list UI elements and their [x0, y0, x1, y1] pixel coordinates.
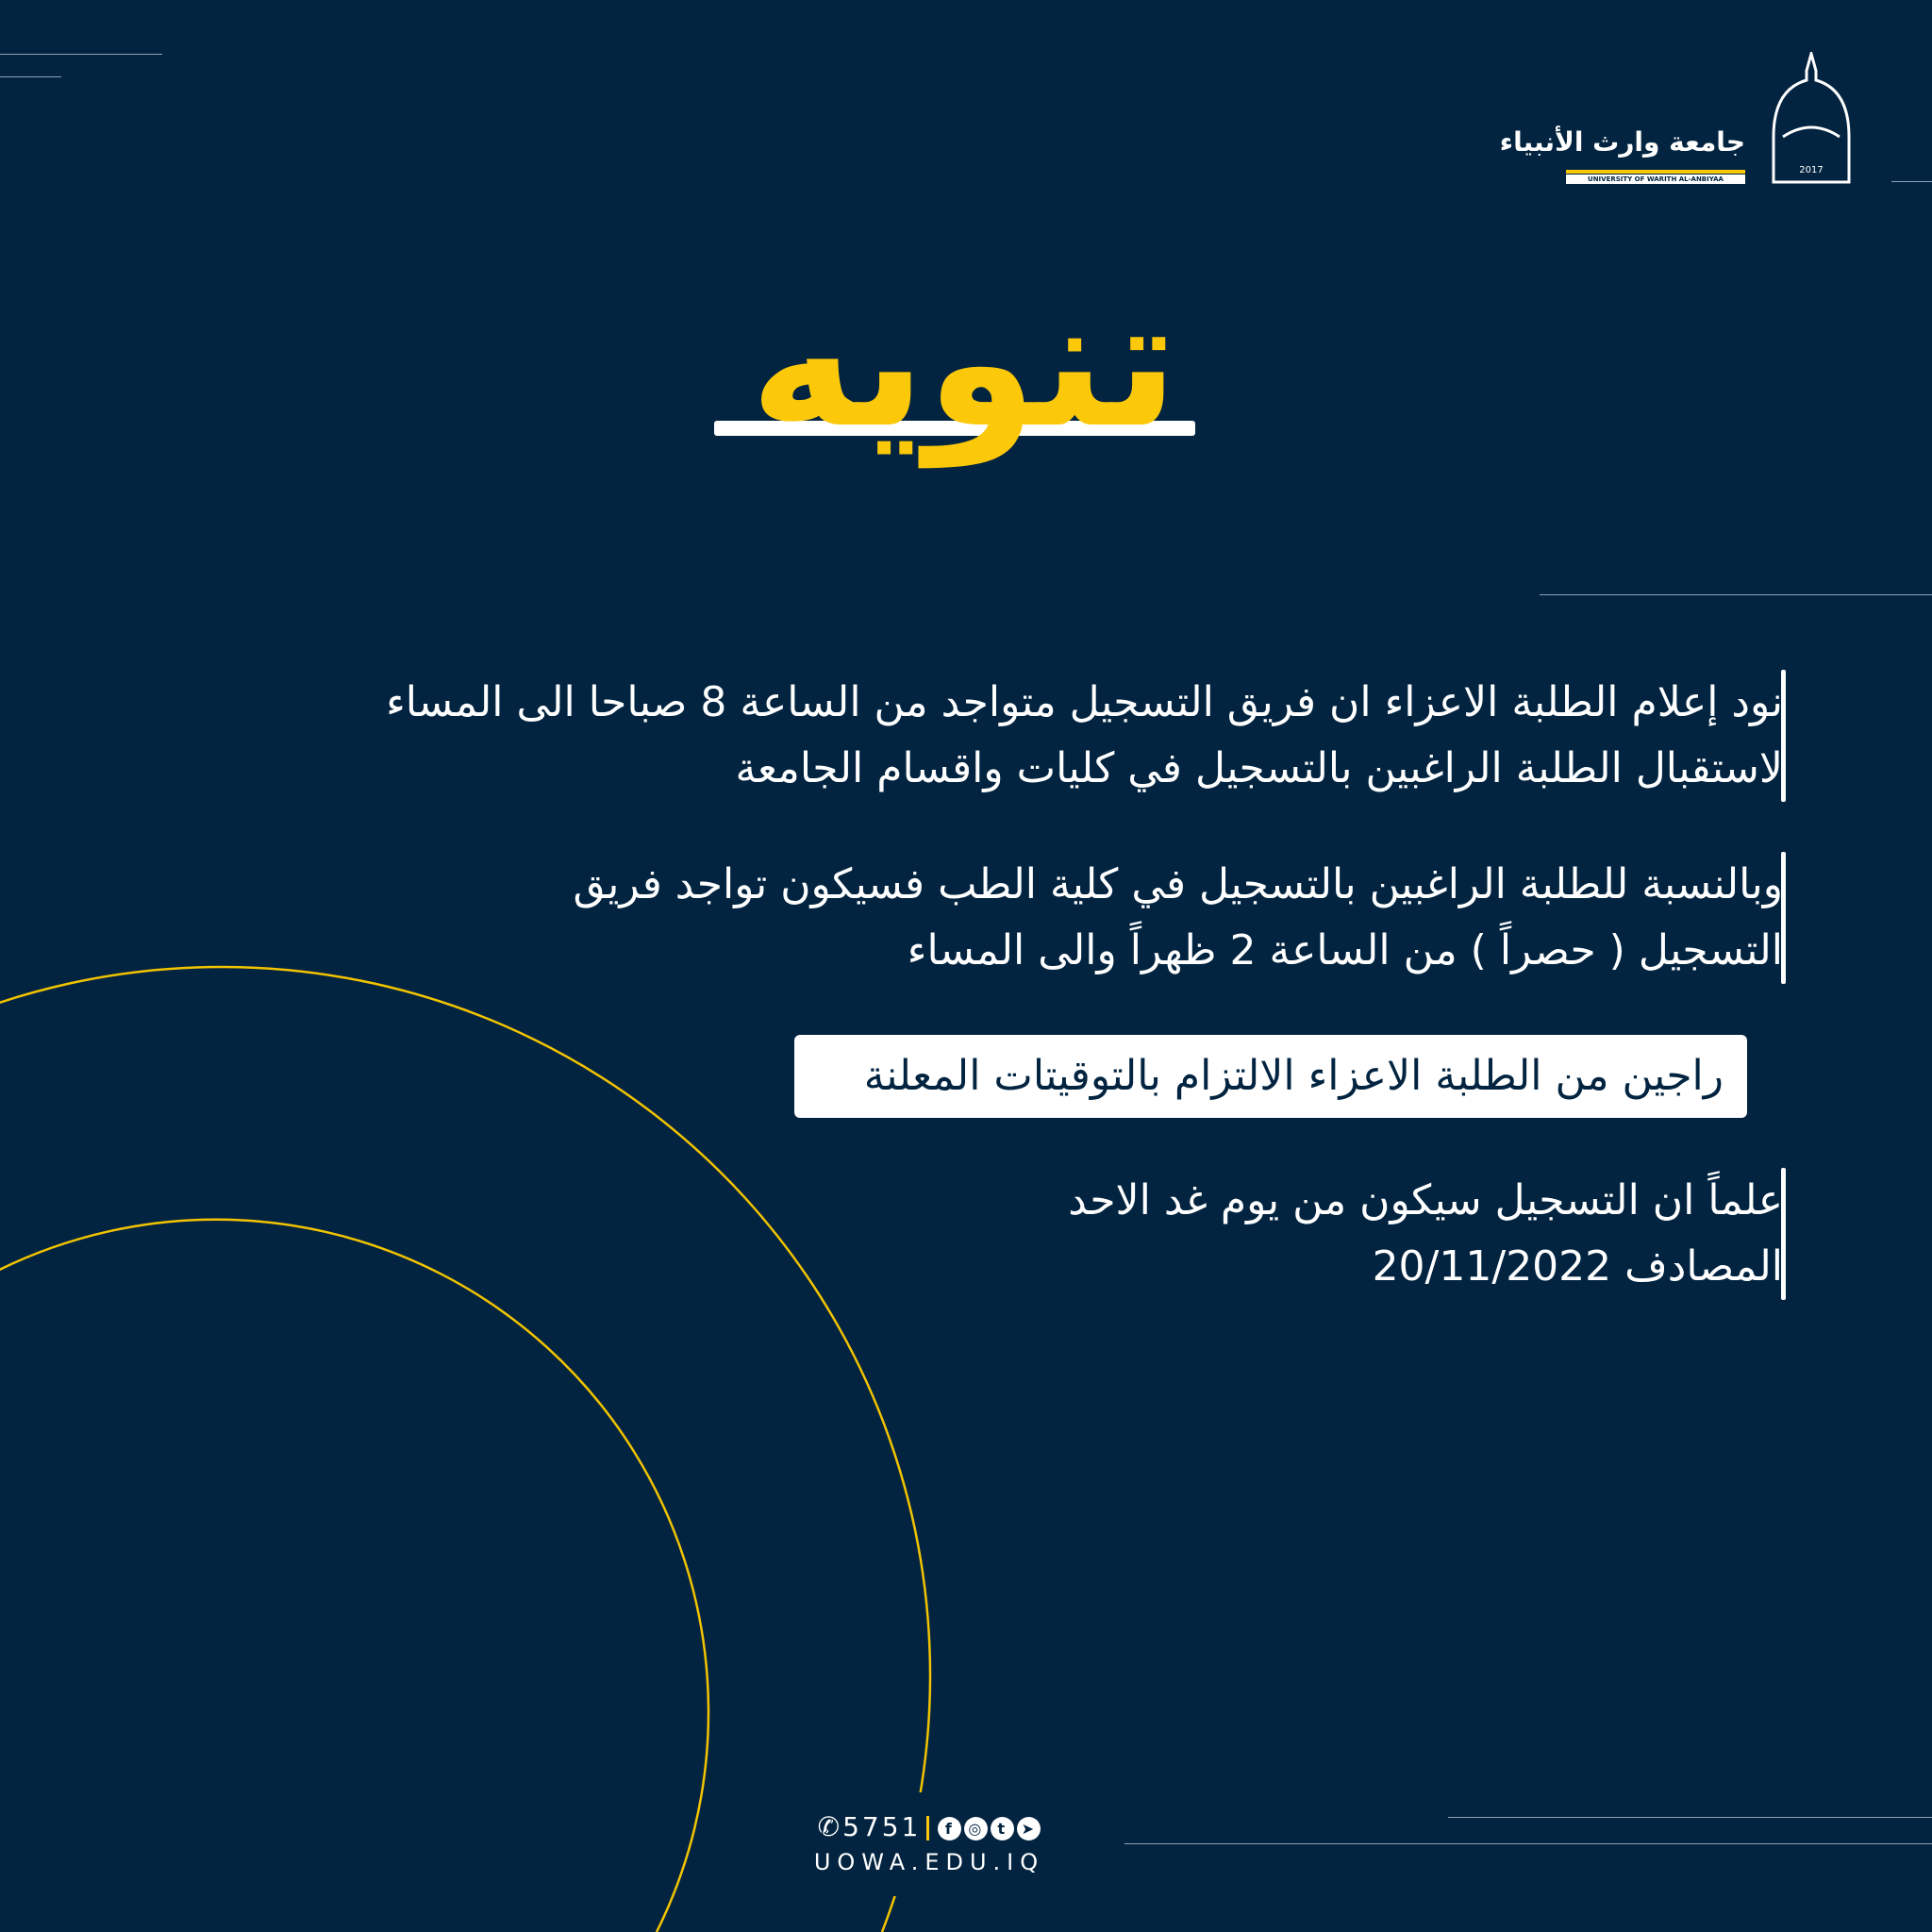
twitter-icon[interactable]: t [991, 1817, 1014, 1840]
paragraph-line: وبالنسبة للطلبة الراغبين بالتسجيل في كلية الطب فسيكون تواجد فريق [573, 860, 1783, 908]
telegram-icon[interactable]: ➤ [1017, 1817, 1041, 1840]
university-emblem-icon [1769, 52, 1854, 184]
phone-icon: ✆ [817, 1811, 843, 1842]
footer [811, 1811, 1047, 1875]
inner-arc [0, 1220, 708, 1932]
paragraph-line: لاستقبال الطلبة الراغبين بالتسجيل في كليات واقسام الجامعة [735, 744, 1783, 792]
website-link[interactable]: UOWA.EDU.IQ [813, 1849, 1045, 1875]
paragraph-line: المصادف 20/11/2022 [1372, 1242, 1783, 1291]
notice-box: راجين من الطلبة الاعزاء الالتزام بالتوقيتات المعلنة [794, 1035, 1747, 1118]
phone-number: 5751 [842, 1811, 922, 1842]
paragraph-line: علماً ان التسجيل سيكون من يوم غد الاحد [1068, 1176, 1783, 1224]
divider [926, 1816, 929, 1840]
paragraph-line: التسجيل ( حصراً ) من الساعة 2 ظهراً والى المساء [907, 926, 1783, 974]
university-logo [1499, 52, 1858, 189]
instagram-icon[interactable]: ◎ [964, 1817, 988, 1840]
paragraph-line: نود إعلام الطلبة الاعزاء ان فريق التسجيل متواجد من الساعة 8 صباحا الى المساء [386, 678, 1783, 726]
outer-arc [0, 967, 930, 1932]
logo-text-en: UNIVERSITY OF WARITH AL-ANBIYAA [1566, 175, 1745, 184]
svg-text:2017: 2017 [1799, 165, 1824, 175]
paragraph-1 [386, 670, 1783, 802]
paragraph-2 [573, 852, 1783, 984]
paragraph-3 [1068, 1168, 1783, 1300]
page-title: تنويه [749, 258, 1179, 467]
facebook-icon[interactable]: f [938, 1817, 961, 1840]
logo-text-ar: جامعة وارث الأنبياء [1499, 126, 1745, 158]
